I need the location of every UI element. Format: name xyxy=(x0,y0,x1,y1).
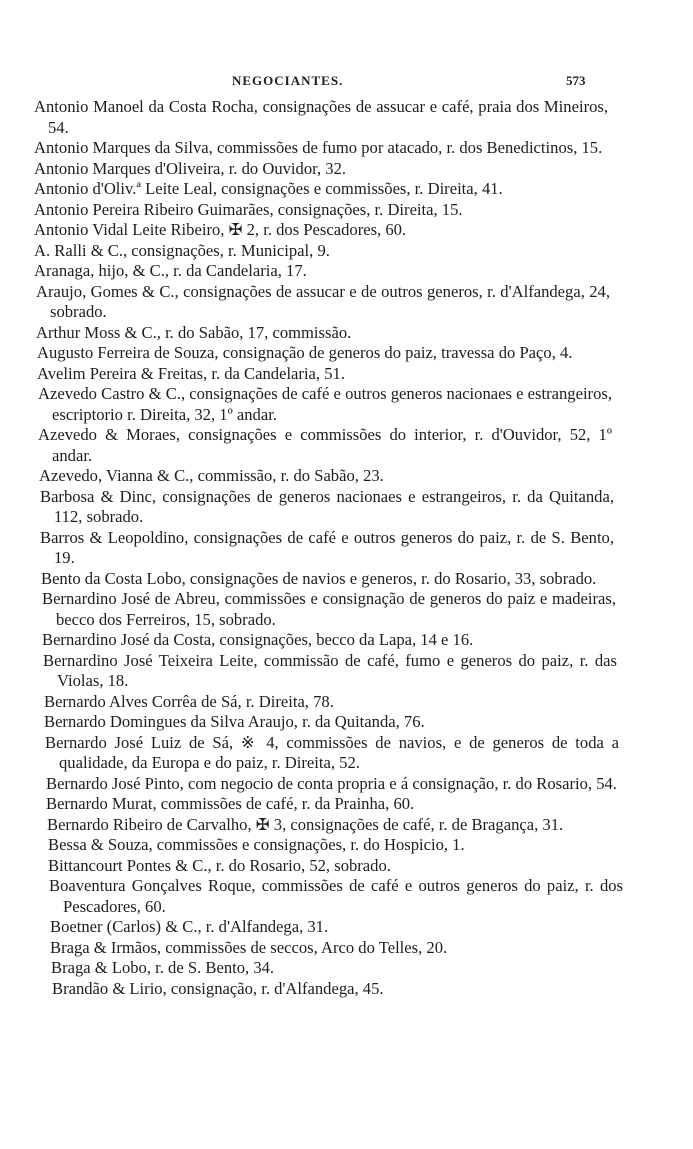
entry: Brandão & Lirio, consignação, r. d'Alfandega, 45. xyxy=(52,978,384,998)
entry: Aranaga, hijo, & C., r. da Candelaria, 17. xyxy=(34,261,307,280)
entry: Braga & Lobo, r. de S. Bento, 34. xyxy=(51,958,275,977)
entry: Boaventura Gonçalves Roque, commissões de café e outros generos do paiz, r. dos Pescadores, 60. xyxy=(49,876,623,916)
entry: Azevedo & Moraes, consignações e commissões do interior, r. d'Ouvidor, 52, 1º andar. xyxy=(38,425,612,465)
entry: Bernardo Domingues da Silva Araujo, r. da Quitanda, 76. xyxy=(44,712,425,731)
entry: Azevedo, Vianna & C., commissão, r. do Sabão, 23. xyxy=(39,466,384,485)
entry: Avelim Pereira & Freitas, r. da Candelaria, 51. xyxy=(37,363,345,383)
entry: Bernardo José Luiz de Sá, ※ 4, commissões de navios, e de generos de toda a qualidade, da Europa e do paiz, r. Direita, 52. xyxy=(45,732,619,772)
entry: Barros & Leopoldino, consignações de café e outros generos do paiz, r. de S. Bento, 19. xyxy=(40,527,614,567)
entry: Antonio Manoel da Costa Rocha, consignações de assucar e café, praia dos Mineiros, 54. xyxy=(34,97,608,137)
entry: Arthur Moss & C., r. do Sabão, 17, commissão. xyxy=(36,322,352,342)
entry: Bento da Costa Lobo, consignações de navios e generos, r. do Rosario, 33, sobrado. xyxy=(41,568,597,588)
running-title: NEGOCIANTES. xyxy=(232,73,344,88)
entry: Bernardino José Teixeira Leite, commissão de café, fumo e generos do paiz, r. das Violas, 18. xyxy=(43,650,617,690)
entry: Braga & Irmãos, commissões de seccos, Arco do Telles, 20. xyxy=(50,937,448,957)
entry: Bernardo José Pinto, com negocio de conta propria e á consignação, r. do Rosario, 54. xyxy=(46,773,617,793)
entry: Bittancourt Pontes & C., r. do Rosario, 52, sobrado. xyxy=(48,855,391,875)
entry: Bessa & Souza, commissões e consignações, r. do Hospicio, 1. xyxy=(48,835,465,854)
entry: Antonio d'Oliv.ª Leite Leal, consignações e commissões, r. Direita, 41. xyxy=(34,179,503,198)
entry: Azevedo Castro & C., consignações de café e outros generos nacionaes e estrangeiros, escriptorio r. Direita, 32, 1º andar. xyxy=(38,384,612,424)
entry: Bernardino José de Abreu, commissões e consignação de generos do paiz e madeiras, becco dos Ferreiros, 15, sobrado. xyxy=(42,589,616,629)
entry: A. Ralli & C., consignações, r. Municipal, 9. xyxy=(34,240,330,260)
entry: Bernardino José da Costa, consignações, becco da Lapa, 14 e 16. xyxy=(42,630,474,649)
entry: Bernardo Murat, commissões de café, r. da Prainha, 60. xyxy=(46,794,415,813)
entry: Araujo, Gomes & C., consignações de assucar e de outros generos, r. d'Alfandega, 24, sobrado. xyxy=(36,281,610,321)
entry: Antonio Marques da Silva, commissões de fumo por atacado, r. dos Benedictinos, 15. xyxy=(34,138,603,157)
entry: Barbosa & Dinc, consignações de generos nacionaes e estrangeiros, r. da Quitanda, 112, sobrado. xyxy=(40,486,614,526)
entry: Boetner (Carlos) & C., r. d'Alfandega, 31. xyxy=(50,917,329,936)
entry: Antonio Pereira Ribeiro Guimarães, consignações, r. Direita, 15. xyxy=(34,199,463,219)
page-header xyxy=(0,73,693,93)
entry: Antonio Vidal Leite Ribeiro, ✠ 2, r. dos Pescadores, 60. xyxy=(34,220,407,239)
entry: Bernardo Ribeiro de Carvalho, ✠ 3, consignações de café, r. de Bragança, 31. xyxy=(47,814,564,834)
entry: Antonio Marques d'Oliveira, r. do Ouvidor, 32. xyxy=(34,158,347,178)
page-number: 573 xyxy=(566,73,586,88)
directory-entries xyxy=(0,97,693,999)
entry: Bernardo Alves Corrêa de Sá, r. Direita, 78. xyxy=(44,691,334,711)
entry: Augusto Ferreira de Souza, consignação de generos do paiz, travessa do Paço, 4. xyxy=(37,343,573,362)
